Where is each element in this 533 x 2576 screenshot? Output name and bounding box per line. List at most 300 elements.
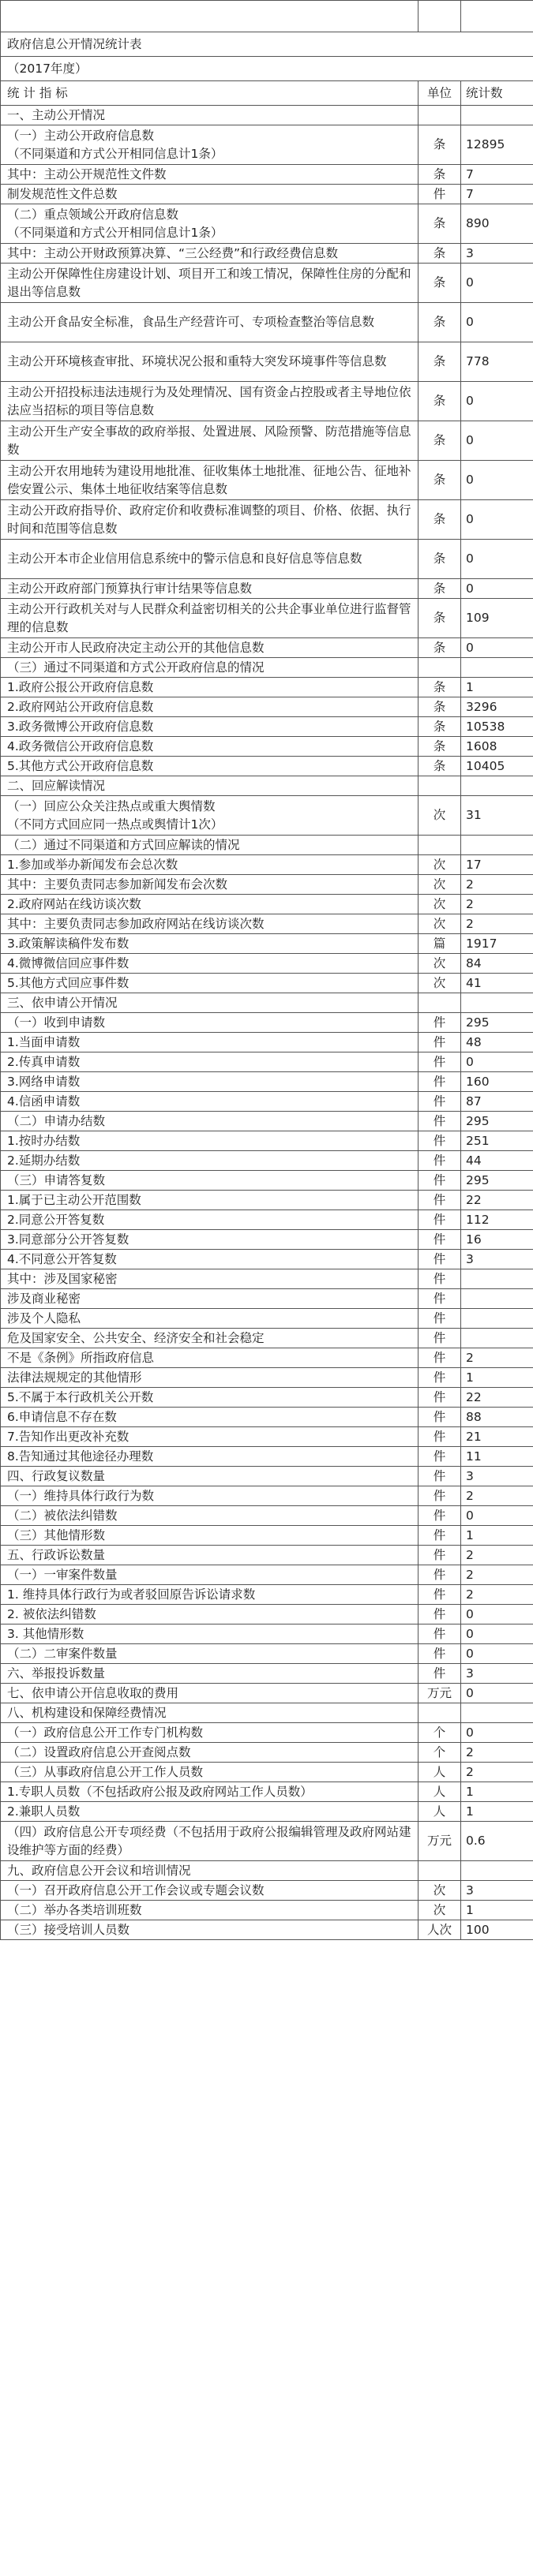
- row-value: 0: [461, 579, 533, 599]
- table-row: [1, 895, 533, 914]
- row-label-text: （二）重点领域公开政府信息数: [7, 208, 179, 222]
- row-value: 3: [461, 1664, 533, 1684]
- table-row: [1, 796, 533, 836]
- table-row: [1, 1210, 533, 1230]
- row-label: [1, 599, 419, 638]
- row-value: 0: [461, 421, 533, 461]
- row-unit: [419, 658, 461, 678]
- row-value: 100: [461, 1920, 533, 1940]
- row-label: [1, 106, 419, 125]
- row-label-text: 主动公开政府部门预算执行审计结果等信息数: [7, 581, 253, 596]
- table-row: [1, 106, 533, 125]
- table-row: [1, 717, 533, 737]
- table-row: [1, 757, 533, 776]
- row-label: [1, 1624, 419, 1644]
- row-value: 31: [461, 796, 533, 836]
- row-label-text: 其中：主要负责同志参加政府网站在线访谈次数: [7, 916, 265, 931]
- row-label: [1, 1131, 419, 1151]
- row-unit: 件: [419, 1348, 461, 1368]
- row-value: 1917: [461, 934, 533, 954]
- row-label: [1, 1289, 419, 1309]
- row-unit: 件: [419, 1605, 461, 1624]
- row-label-text: 六、举报投诉数量: [7, 1666, 106, 1681]
- row-label: [1, 895, 419, 914]
- row-label: [1, 264, 419, 303]
- row-label: [1, 185, 419, 204]
- row-unit: 件: [419, 1250, 461, 1269]
- row-label: [1, 1072, 419, 1092]
- row-value: 778: [461, 342, 533, 382]
- table-row: [1, 1191, 533, 1210]
- row-value: 12895: [461, 125, 533, 165]
- row-value: 87: [461, 1092, 533, 1112]
- row-value: 88: [461, 1408, 533, 1427]
- row-label-text: 法律法规规定的其他情形: [7, 1370, 142, 1385]
- row-label-text: 七、依申请公开信息收取的费用: [7, 1685, 179, 1700]
- row-value: [461, 658, 533, 678]
- row-unit: 条: [419, 204, 461, 244]
- row-label-text: 主动公开农用地转为建设用地批准、征收集体土地批准、征地公告、征地补偿安置公示、集体土地征收结案等信息数: [7, 464, 411, 496]
- table-row: [1, 1802, 533, 1822]
- row-label-text: （二）设置政府信息公开查阅点数: [7, 1744, 191, 1759]
- row-label: [1, 658, 419, 678]
- row-unit: 件: [419, 1052, 461, 1072]
- row-label: [1, 1151, 419, 1171]
- table-row: [1, 1151, 533, 1171]
- table-row: [1, 1822, 533, 1861]
- header-unit: 单位: [419, 81, 461, 106]
- row-value: 3: [461, 244, 533, 264]
- row-value: 0: [461, 1684, 533, 1703]
- row-label-text: 主动公开本市企业信用信息系统中的警示信息和良好信息等信息数: [7, 551, 362, 566]
- row-label-text: 8.告知通过其他途径办理数: [7, 1449, 154, 1464]
- row-value: 2: [461, 875, 533, 895]
- row-value: [461, 776, 533, 796]
- row-label: [1, 125, 419, 165]
- table-row: [1, 1112, 533, 1131]
- table-row: [1, 421, 533, 461]
- row-label-text: 3. 其他情形数: [7, 1626, 84, 1641]
- table-row: [1, 1585, 533, 1605]
- table-row: [1, 1782, 533, 1802]
- row-value: 48: [461, 1033, 533, 1052]
- row-unit: 条: [419, 697, 461, 717]
- table-row: [1, 1309, 533, 1329]
- table-row: [1, 855, 533, 875]
- row-unit: 条: [419, 342, 461, 382]
- row-unit: 件: [419, 1033, 461, 1052]
- table-row: [1, 185, 533, 204]
- table-row: [1, 1250, 533, 1269]
- row-unit: 件: [419, 1526, 461, 1546]
- row-label: [1, 757, 419, 776]
- row-label: [1, 1250, 419, 1269]
- table-row: [1, 697, 533, 717]
- table-row: [1, 1408, 533, 1427]
- row-value: 0: [461, 461, 533, 500]
- table-row: [1, 914, 533, 934]
- row-unit: 次: [419, 914, 461, 934]
- row-label: [1, 855, 419, 875]
- row-unit: 件: [419, 1289, 461, 1309]
- blank-cell: [419, 1, 461, 32]
- row-value: 0: [461, 1644, 533, 1664]
- row-label: [1, 1309, 419, 1329]
- row-value: 2: [461, 1486, 533, 1506]
- row-label-text: 5.其他方式回应事件数: [7, 975, 129, 990]
- row-label-text: 5.不属于本行政机关公开数: [7, 1389, 154, 1404]
- row-unit: 件: [419, 1309, 461, 1329]
- row-value: 1: [461, 1782, 533, 1802]
- row-label-text: （三）通过不同渠道和方式公开政府信息的情况: [7, 660, 265, 675]
- row-value: [461, 993, 533, 1013]
- row-unit: 件: [419, 1210, 461, 1230]
- row-unit: 条: [419, 382, 461, 421]
- row-label: [1, 500, 419, 540]
- row-value: 295: [461, 1112, 533, 1131]
- row-label: [1, 1881, 419, 1901]
- row-value: [461, 836, 533, 855]
- table-row: [1, 954, 533, 974]
- table-row: [1, 1743, 533, 1763]
- row-label: [1, 914, 419, 934]
- row-unit: 条: [419, 717, 461, 737]
- table-row: [1, 836, 533, 855]
- row-unit: 个: [419, 1743, 461, 1763]
- row-label-text: 3.网络申请数: [7, 1074, 81, 1089]
- row-value: 0: [461, 1605, 533, 1624]
- row-value: [461, 106, 533, 125]
- row-unit: 次: [419, 954, 461, 974]
- row-value: 3296: [461, 697, 533, 717]
- row-value: 0: [461, 1624, 533, 1644]
- row-label: [1, 697, 419, 717]
- row-unit: 万元: [419, 1684, 461, 1703]
- row-unit: 件: [419, 1368, 461, 1388]
- row-unit: 人: [419, 1763, 461, 1782]
- table-row: [1, 993, 533, 1013]
- table-row: [1, 165, 533, 185]
- table-row: [1, 1486, 533, 1506]
- row-unit: [419, 776, 461, 796]
- row-unit: 条: [419, 461, 461, 500]
- row-unit: 次: [419, 855, 461, 875]
- row-unit: [419, 993, 461, 1013]
- table-row: [1, 342, 533, 382]
- row-value: 2: [461, 914, 533, 934]
- table-row: [1, 1388, 533, 1408]
- row-label-text: 主动公开行政机关对与人民群众利益密切相关的公共企事业单位进行监督管理的信息数: [7, 602, 411, 634]
- row-label: [1, 776, 419, 796]
- table-row: [1, 1467, 533, 1486]
- row-label: [1, 461, 419, 500]
- row-label-text: （二）通过不同渠道和方式回应解读的情况: [7, 837, 240, 852]
- row-label: [1, 303, 419, 342]
- row-value: 1: [461, 1526, 533, 1546]
- row-label: [1, 165, 419, 185]
- row-label-text: （三）从事政府信息公开工作人员数: [7, 1764, 204, 1779]
- row-unit: 条: [419, 244, 461, 264]
- row-unit: 件: [419, 1171, 461, 1191]
- row-label-text: （四）政府信息公开专项经费（不包括用于政府公报编辑管理及政府网站建设维护等方面的经费）: [7, 1825, 411, 1857]
- row-unit: 件: [419, 1506, 461, 1526]
- row-label: [1, 1171, 419, 1191]
- row-unit: 万元: [419, 1822, 461, 1861]
- table-row: [1, 303, 533, 342]
- row-label-text: 4.不同意公开答复数: [7, 1251, 117, 1266]
- table-row: [1, 678, 533, 697]
- row-label: [1, 1230, 419, 1250]
- table-row: [1, 382, 533, 421]
- row-label-text: （二）举办各类培训班数: [7, 1902, 142, 1917]
- row-value: 1: [461, 678, 533, 697]
- table-row: [1, 1644, 533, 1664]
- row-unit: 条: [419, 125, 461, 165]
- table-row: [1, 1013, 533, 1033]
- row-label: [1, 1901, 419, 1920]
- row-unit: 条: [419, 599, 461, 638]
- row-label-text: 1.专职人员数（不包括政府公报及政府网站工作人员数）: [7, 1784, 313, 1799]
- row-label: [1, 1605, 419, 1624]
- row-label-text: 主动公开环境核查审批、环境状况公报和重特大突发环境事件等信息数: [7, 354, 387, 369]
- row-label: [1, 1703, 419, 1723]
- row-value: 2: [461, 1348, 533, 1368]
- row-label-text: 二、回应解读情况: [7, 778, 106, 793]
- row-value: 44: [461, 1151, 533, 1171]
- table-row: [1, 1447, 533, 1467]
- table-row: [1, 1861, 533, 1881]
- row-label-text: 九、政府信息公开会议和培训情况: [7, 1863, 191, 1878]
- table-row: [1, 1131, 533, 1151]
- row-label-text: 1.按时办结数: [7, 1133, 81, 1148]
- row-label-text: （二）申请办结数: [7, 1113, 106, 1128]
- row-label-text: 主动公开生产安全事故的政府举报、处置进展、风险预警、防范措施等信息数: [7, 424, 411, 457]
- row-value: 890: [461, 204, 533, 244]
- row-label-text: 2.政府网站在线访谈次数: [7, 896, 141, 911]
- row-unit: 次: [419, 974, 461, 993]
- row-label-text: （二）被依法纠错数: [7, 1508, 118, 1523]
- table-row: [1, 1546, 533, 1565]
- row-note-text: （不同方式回应同一热点或舆情计1次）: [7, 817, 223, 832]
- row-unit: [419, 106, 461, 125]
- table-row: [1, 1072, 533, 1092]
- row-label-text: （一）回应公众关注热点或重大舆情数: [7, 799, 216, 814]
- row-label-text: （一）一审案件数量: [7, 1567, 118, 1582]
- year-row: [1, 57, 533, 81]
- row-label: [1, 1368, 419, 1388]
- row-label-text: 5.其他方式公开政府信息数: [7, 758, 154, 773]
- row-label-text: 1.政府公报公开政府信息数: [7, 679, 154, 694]
- row-label: [1, 1191, 419, 1210]
- row-label: [1, 1210, 419, 1230]
- row-unit: 次: [419, 796, 461, 836]
- row-unit: 件: [419, 1624, 461, 1644]
- row-value: 0: [461, 540, 533, 579]
- row-value: 41: [461, 974, 533, 993]
- row-value: 21: [461, 1427, 533, 1447]
- row-unit: 次: [419, 1881, 461, 1901]
- row-value: 0.6: [461, 1822, 533, 1861]
- row-note-text: （不同渠道和方式公开相同信息计1条）: [7, 146, 223, 161]
- row-label: [1, 836, 419, 855]
- row-value: 0: [461, 1506, 533, 1526]
- table-row: [1, 1763, 533, 1782]
- row-label-text: 2.政府网站公开政府信息数: [7, 699, 154, 714]
- row-unit: 条: [419, 540, 461, 579]
- row-label-text: 4.信函申请数: [7, 1094, 81, 1109]
- row-value: 2: [461, 1743, 533, 1763]
- row-label: [1, 1526, 419, 1546]
- row-value: 160: [461, 1072, 533, 1092]
- row-unit: 件: [419, 1664, 461, 1684]
- table-body: [1, 1, 533, 1940]
- table-row: [1, 1171, 533, 1191]
- row-label: [1, 1861, 419, 1881]
- row-label-text: 三、依申请公开情况: [7, 995, 118, 1010]
- row-label-text: （二）二审案件数量: [7, 1646, 118, 1661]
- row-unit: 件: [419, 1131, 461, 1151]
- row-unit: 人: [419, 1802, 461, 1822]
- row-unit: [419, 836, 461, 855]
- row-unit: 次: [419, 875, 461, 895]
- row-label-text: 1. 维持具体行政行为或者驳回原告诉讼请求数: [7, 1587, 256, 1602]
- row-value: 17: [461, 855, 533, 875]
- row-value: [461, 1269, 533, 1289]
- row-value: 2: [461, 1565, 533, 1585]
- row-value: 295: [461, 1013, 533, 1033]
- row-label: [1, 1486, 419, 1506]
- table-row: [1, 1605, 533, 1624]
- row-label-text: 2.传真申请数: [7, 1054, 81, 1069]
- row-label-text: （一）政府信息公开工作专门机构数: [7, 1725, 204, 1740]
- blank-cell: [461, 1, 533, 32]
- row-label-text: 主动公开招投标违法违规行为及处理情况、国有资金占控股或者主导地位依法应当招标的项目等信息数: [7, 385, 411, 417]
- row-label-text: 主动公开食品安全标准，食品生产经营许可、专项检查整治等信息数: [7, 315, 375, 330]
- row-unit: 件: [419, 185, 461, 204]
- row-label: [1, 1427, 419, 1447]
- table-row: [1, 1703, 533, 1723]
- row-unit: 条: [419, 264, 461, 303]
- row-label-text: （三）申请答复数: [7, 1172, 106, 1187]
- row-label: [1, 737, 419, 757]
- row-value: 3: [461, 1250, 533, 1269]
- row-unit: 件: [419, 1467, 461, 1486]
- header-indicator: 统 计 指 标: [1, 81, 419, 106]
- row-label-text: 3.政务微博公开政府信息数: [7, 719, 154, 734]
- table-row: [1, 1506, 533, 1526]
- table-row: [1, 1901, 533, 1920]
- row-unit: 件: [419, 1072, 461, 1092]
- row-value: 10538: [461, 717, 533, 737]
- row-label-text: 其中：主动公开财政预算决算、“三公经费”和行政经费信息数: [7, 245, 339, 260]
- table-row: [1, 540, 533, 579]
- row-value: 1608: [461, 737, 533, 757]
- row-label: [1, 678, 419, 697]
- table-row: [1, 461, 533, 500]
- table-row: [1, 579, 533, 599]
- row-unit: [419, 1861, 461, 1881]
- row-label-text: 2.兼职人员数: [7, 1804, 81, 1819]
- row-label: [1, 1644, 419, 1664]
- row-label: [1, 244, 419, 264]
- table-row: [1, 1092, 533, 1112]
- row-unit: 条: [419, 303, 461, 342]
- row-value: 84: [461, 954, 533, 974]
- row-unit: [419, 1703, 461, 1723]
- row-label: [1, 342, 419, 382]
- row-unit: 条: [419, 579, 461, 599]
- row-unit: 个: [419, 1723, 461, 1743]
- row-unit: 件: [419, 1151, 461, 1171]
- row-label: [1, 1546, 419, 1565]
- row-value: 0: [461, 1723, 533, 1743]
- row-label-text: 危及国家安全、公共安全、经济安全和社会稳定: [7, 1330, 265, 1345]
- row-label: [1, 1585, 419, 1605]
- table-row: [1, 1427, 533, 1447]
- row-label: [1, 1388, 419, 1408]
- row-label-text: 6.申请信息不存在数: [7, 1409, 117, 1424]
- blank-cell: [1, 1, 419, 32]
- row-unit: 件: [419, 1486, 461, 1506]
- row-value: [461, 1861, 533, 1881]
- row-label-text: 涉及商业秘密: [7, 1291, 81, 1306]
- row-label: [1, 1467, 419, 1486]
- row-label-text: 3.同意部分公开答复数: [7, 1232, 129, 1247]
- row-unit: 件: [419, 1408, 461, 1427]
- row-unit: 件: [419, 1585, 461, 1605]
- table-row: [1, 1920, 533, 1940]
- row-label-text: 1.属于已主动公开范围数: [7, 1192, 141, 1207]
- row-label-text: 2.延期办结数: [7, 1153, 81, 1168]
- row-label: [1, 1565, 419, 1585]
- row-label-text: 主动公开市人民政府决定主动公开的其他信息数: [7, 640, 265, 655]
- row-label-text: 4.政务微信公开政府信息数: [7, 738, 154, 753]
- row-value: [461, 1289, 533, 1309]
- header-row: [1, 81, 533, 106]
- row-label-text: 主动公开政府指导价、政府定价和收费标准调整的项目、价格、依据、执行时间和范围等信息数: [7, 503, 411, 536]
- row-value: 3: [461, 1467, 533, 1486]
- row-unit: 件: [419, 1112, 461, 1131]
- row-value: 0: [461, 303, 533, 342]
- table-row: [1, 204, 533, 244]
- row-label: [1, 1664, 419, 1684]
- table-row: [1, 244, 533, 264]
- table-row: [1, 1723, 533, 1743]
- row-value: 0: [461, 1052, 533, 1072]
- row-unit: 件: [419, 1546, 461, 1565]
- table-row: [1, 1348, 533, 1368]
- row-value: 1: [461, 1802, 533, 1822]
- row-label: [1, 993, 419, 1013]
- row-value: 112: [461, 1210, 533, 1230]
- row-note-text: （不同渠道和方式公开相同信息计1条）: [7, 225, 223, 240]
- row-label-text: 7.告知作出更改补充数: [7, 1429, 129, 1444]
- row-label-text: 一、主动公开情况: [7, 107, 106, 122]
- row-label-text: （一）主动公开政府信息数: [7, 129, 155, 144]
- table-row: [1, 974, 533, 993]
- row-label: [1, 1684, 419, 1703]
- table-row: [1, 1368, 533, 1388]
- row-label: [1, 1033, 419, 1052]
- blank-top-row: [1, 1, 533, 32]
- table-row: [1, 658, 533, 678]
- row-unit: 件: [419, 1230, 461, 1250]
- row-label-text: 八、机构建设和保障经费情况: [7, 1705, 167, 1720]
- row-label: [1, 717, 419, 737]
- row-label-text: 3.政策解读稿件发布数: [7, 936, 129, 951]
- row-label: [1, 1763, 419, 1782]
- row-label-text: 其中：主动公开规范性文件数: [7, 166, 167, 181]
